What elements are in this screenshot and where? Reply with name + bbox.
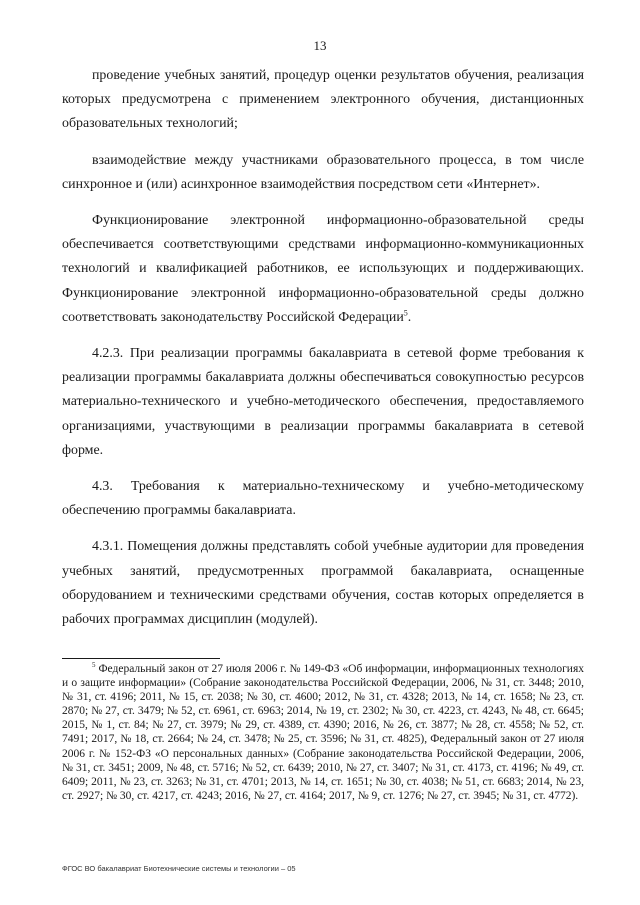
paragraph-1: проведение учебных занятий, процедур оценки результатов обучения, реализация которых предусмотрена с применением электронного обучения, дистанционных образовательных технологий; <box>62 68 584 132</box>
footnote-text: Федеральный закон от 27 июля 2006 г. № 149-ФЗ «Об информации, информационных технологиях и о защите информации» (Собрание законодательства Российской Федерации, 2006, № 31, ст. 3448; 2010, № 31, ст. 4196; 2011, № 15, ст. 2038; № 30, ст. 4600; 2012, № 31, ст. 4328; 2013, № 14, ст. 1658; № 23, ст. 2870; № 27, ст. 3479; № 52, ст. 6961, ст. 6963; 2014, № 19, ст. 2302; № 30, ст. 4223, ст. 4243, № 48, ст. 6645; 2015, № 1, ст. 84; № 27, ст. 3979; № 29, ст. 4389, ст. 4390; 2016, № 26, ст. 3877; № 28, ст. 4558; № 52, ст. 7491; 2017, № 18, ст. 2664; № 24, ст. 3478; № 25, ст. 3596; № 31, ст. 4825), Федеральный закон от 27 июля 2006 г. № 152-ФЗ «О персональных данных» (Собрание законодательства Российской Федерации, 2006, № 31, ст. 3451; 2009, № 48, ст. 5716; № 52, ст. 6439; 2010, № 27, ст. 3407; № 31, ст. 4173, ст. 4196; № 49, ст. 6409; 2011, № 23, ст. 3263; № 31, ст. 4701; 2013, № 14, ст. 1651; № 30, ст. 4038; № 51, ст. 6683; 2014, № 23, ст. 2927; № 30, ст. 4217, ст. 4243; 2016, № 27, ст. 4164; 2017, № 9, ст. 1276; № 27, ст. 3945; № 31, ст. 4772). <box>62 663 584 802</box>
footnote-marker: 5 <box>92 661 96 670</box>
paragraph-2: взаимодействие между участниками образовательного процесса, в том числе синхронное и (или) асинхронное взаимодействия посредством сети «Интернет». <box>62 152 584 192</box>
paragraph-5: 4.3. Требования к материально-техническому и учебно-методическому обеспечению программы бакалавриата. <box>62 479 584 519</box>
paragraph-3-end: . <box>407 309 412 325</box>
paragraph-3 <box>62 209 584 330</box>
footnote <box>62 662 584 803</box>
paragraph-6: 4.3.1. Помещения должны представлять собой учебные аудитории для проведения учебных занятий, предусмотренных программой бакалавриата, оснащенные оборудованием и техническими средствами обучения, состав которых определяется в рабочих программах дисциплин (модулей). <box>62 539 584 628</box>
page-footer: ФГОС ВО бакалавриат Биотехнические системы и технологии – 05 <box>62 864 296 873</box>
page-number: 13 <box>313 38 327 53</box>
main-text <box>62 64 584 644</box>
footnote-divider <box>62 658 220 659</box>
paragraph-4: 4.2.3. При реализации программы бакалавриата в сетевой форме требования к реализации программы бакалавриата должны обеспечиваться совокупностью ресурсов материально-технического и учебно-методического обеспечения, предоставляемого организациями, участвующими в реализации программы бакалавриата в сетевой форме. <box>62 346 584 458</box>
footnote-reference[interactable]: 5 <box>403 308 408 318</box>
paragraph-3-text: Функционирование электронной информационно-образовательной среды обеспечивается соответствующими средствами информационно-коммуникационных технологий и квалификацией работников, ее использующих и поддерживающих. Функционирование электронной информационно-образовательной среды должно соответствовать законодательству Российской Федерации <box>62 213 584 325</box>
